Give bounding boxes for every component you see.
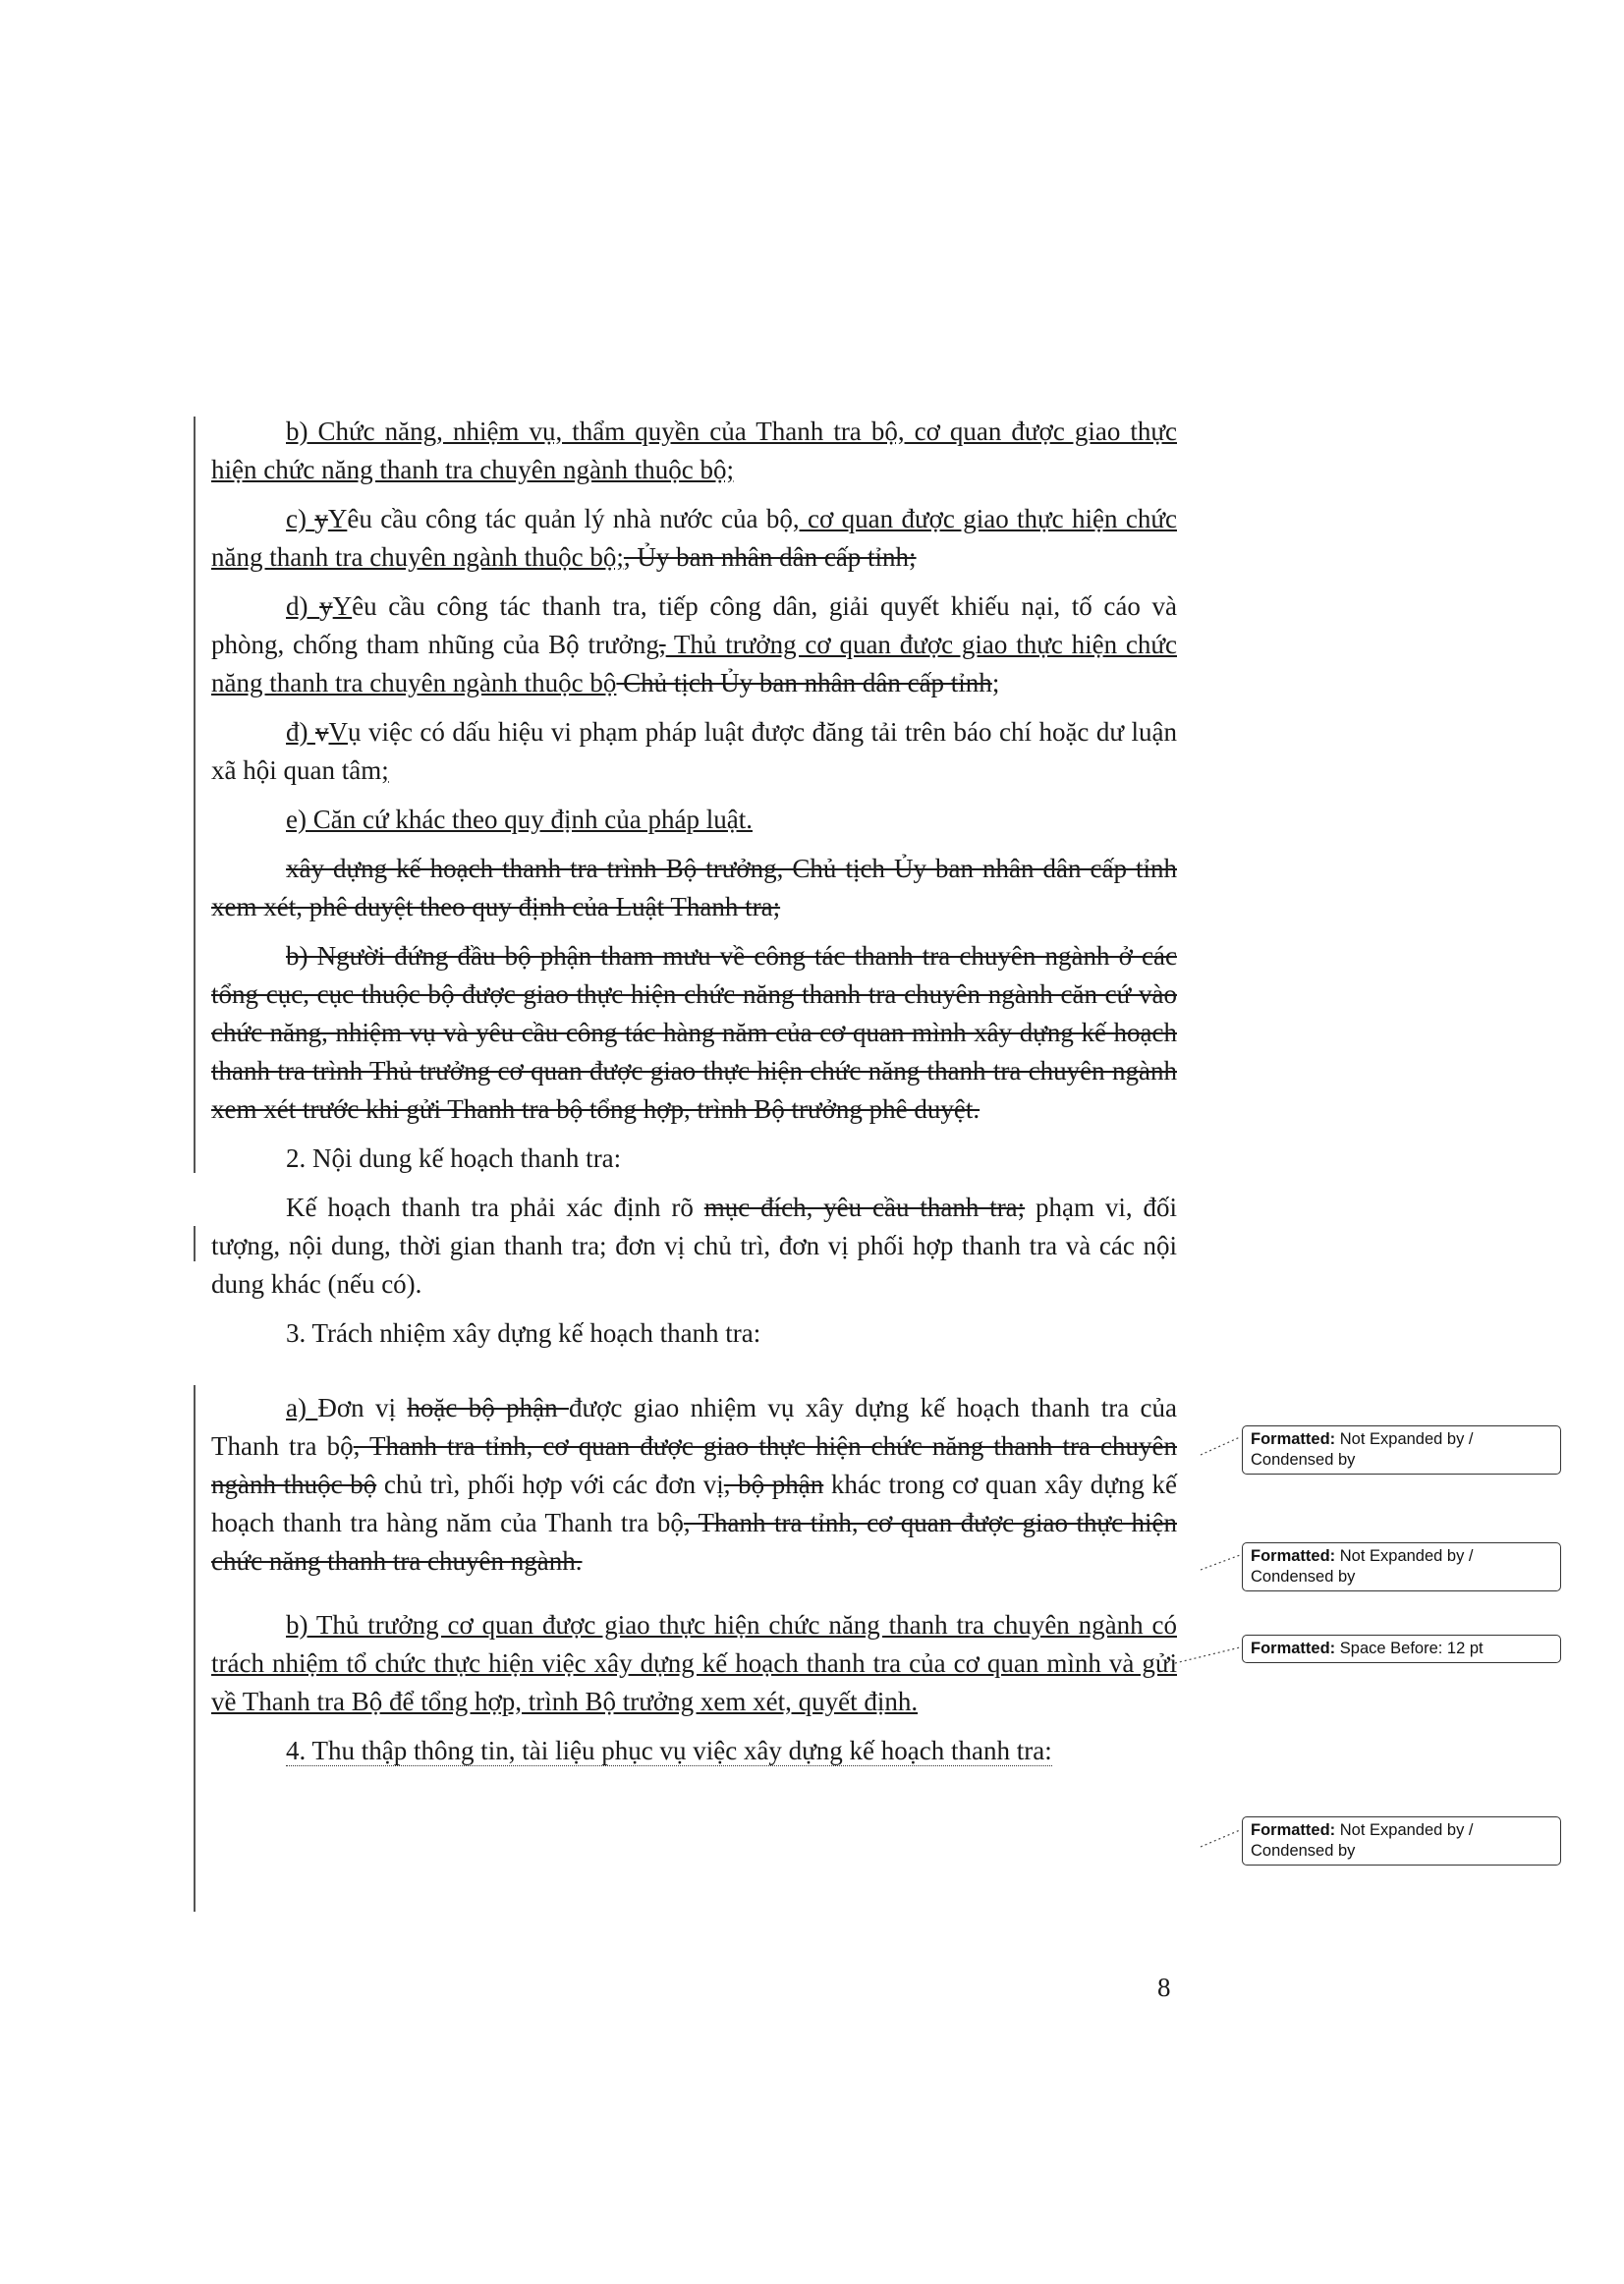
text-run: 3. Trách nhiệm xây dựng kế hoạch thanh tra: bbox=[286, 1318, 761, 1348]
inserted-text: Y bbox=[327, 504, 348, 533]
inserted-text: Y bbox=[332, 591, 353, 621]
deleted-text: , Thanh tra tỉnh, cơ quan được giao thực hiện chức năng thanh tra chuyên ngành. bbox=[211, 1508, 1177, 1576]
comment-label: Formatted: bbox=[1251, 1430, 1336, 1448]
formatting-comment[interactable] bbox=[1242, 1542, 1561, 1591]
deleted-text: , bbox=[658, 630, 666, 659]
inserted-text: b) Chức năng, nhiệm vụ, thẩm quyền của Thanh tra bộ, cơ quan được giao thực hiện chức năng thanh tra chuyên ngành thuộc bộ; bbox=[211, 417, 1177, 484]
deleted-text: mục đích, yêu cầu thanh tra; bbox=[703, 1193, 1026, 1222]
deleted-text: xây dựng kế hoạch thanh tra trình Bộ trưởng, Chủ tịch Ủy ban nhân dân cấp tỉnh xem xét, phê duyệt theo quy định của Luật Thanh tra; bbox=[211, 854, 1177, 921]
comment-text: Not Expanded by / Condensed by bbox=[1251, 1547, 1474, 1586]
deleted-text: Chủ tịch Ủy ban nhân dân cấp tỉnh bbox=[616, 668, 992, 697]
inserted-text: b) Thủ trưởng cơ quan được giao thực hiện chức năng thanh tra chuyên ngành có trách nhiệm tổ chức thực hiện việc xây dựng kế hoạch thanh tra của cơ quan mình và gửi về Thanh tra Bộ để tổng hợp, trình Bộ trưởng xem xét, quyết định. bbox=[211, 1610, 1177, 1716]
deleted-text: y bbox=[314, 504, 328, 533]
text-run: chủ trì, phối hợp với các đơn vị bbox=[376, 1470, 724, 1499]
inserted-text: ; bbox=[381, 755, 389, 785]
text-run: được giao nhiệm vụ xây dựng kế hoạch thanh tra của Thanh tra bộ bbox=[211, 1393, 1178, 1461]
page-number: 8 bbox=[1157, 1973, 1171, 2002]
text-run: ; bbox=[991, 668, 1000, 697]
comment-text: Not Expanded by / Condensed by bbox=[1251, 1821, 1474, 1860]
deleted-text: y bbox=[319, 591, 333, 621]
text-run: Đơn vị bbox=[317, 1393, 408, 1422]
formatting-comment[interactable] bbox=[1242, 1425, 1561, 1475]
deleted-text: b) Người đứng đầu bộ phận tham mưu về công tác thanh tra chuyên ngành ở các tổng cục, cục thuộc bộ được giao thực hiện chức năng thanh tra chuyên ngành căn cứ vào chức năng, nhiệm vụ và yêu cầu công tác hàng năm của cơ quan mình xây dựng kế hoạch thanh tra trình Thủ trưởng cơ quan được giao thực hiện chức năng thanh tra chuyên ngành xem xét trước khi gửi Thanh tra bộ tổng hợp, trình Bộ trưởng phê duyệt. bbox=[211, 941, 1177, 1124]
inserted-text: V bbox=[328, 717, 348, 747]
text-run: Kế hoạch thanh tra phải xác định rõ bbox=[286, 1193, 704, 1222]
deleted-text: , Ủy ban nhân dân cấp tỉnh; bbox=[623, 542, 917, 572]
inserted-text: c) bbox=[286, 504, 315, 533]
deleted-text: hoặc bộ phận bbox=[407, 1393, 569, 1422]
inserted-text: a) bbox=[286, 1393, 318, 1422]
formatting-comment[interactable] bbox=[1242, 1816, 1561, 1866]
inserted-text: Thủ trưởng cơ quan được giao thực hiện chức năng thanh tra chuyên ngành thuộc bộ bbox=[211, 630, 1177, 697]
inserted-text: e) Căn cứ khác theo quy định của pháp luật. bbox=[286, 805, 753, 834]
text-run: êu cầu công tác thanh tra, tiếp công dân, giải quyết khiếu nại, tố cáo và phòng, chống tham nhũng của Bộ trưởng bbox=[211, 591, 1177, 659]
comment-label: Formatted: bbox=[1251, 1821, 1336, 1839]
text-run: ụ việc có dấu hiệu vi phạm pháp luật được đăng tải trên báo chí hoặc dư luận xã hội quan tâm bbox=[211, 717, 1177, 785]
inserted-text: đ) bbox=[286, 717, 315, 747]
text-run: êu cầu công tác quản lý nhà nước của bộ bbox=[347, 504, 793, 533]
inserted-text: , cơ quan được giao thực hiện chức năng thanh tra chuyên ngành thuộc bộ; bbox=[211, 504, 1177, 572]
text-run: 2. Nội dung kế hoạch thanh tra: bbox=[286, 1143, 622, 1173]
comment-label: Formatted: bbox=[1251, 1547, 1336, 1565]
comment-text: Not Expanded by / Condensed by bbox=[1251, 1430, 1474, 1469]
deleted-text: , bộ phận bbox=[723, 1470, 824, 1499]
comment-label: Formatted: bbox=[1251, 1640, 1336, 1657]
deleted-text: v bbox=[314, 717, 329, 747]
text-run: phạm vi, đối tượng, nội dung, thời gian thanh tra; đơn vị chủ trì, đơn vị phối hợp thanh tra và các nội dung khác (nếu có). bbox=[211, 1193, 1177, 1299]
formatting-comment[interactable] bbox=[1242, 1635, 1561, 1663]
comment-text: Space Before: 12 pt bbox=[1339, 1640, 1484, 1657]
text-run: 4. Thu thập thông tin, tài liệu phục vụ việc xây dựng kế hoạch thanh tra: bbox=[286, 1736, 1052, 1765]
deleted-text: , Thanh tra tỉnh, cơ quan được giao thực hiện chức năng thanh tra chuyên ngành thuộc bộ bbox=[211, 1431, 1178, 1499]
text-run: khác trong cơ quan xây dựng kế hoạch thanh tra hàng năm của Thanh tra bộ bbox=[211, 1470, 1177, 1537]
inserted-text: d) bbox=[286, 591, 320, 621]
